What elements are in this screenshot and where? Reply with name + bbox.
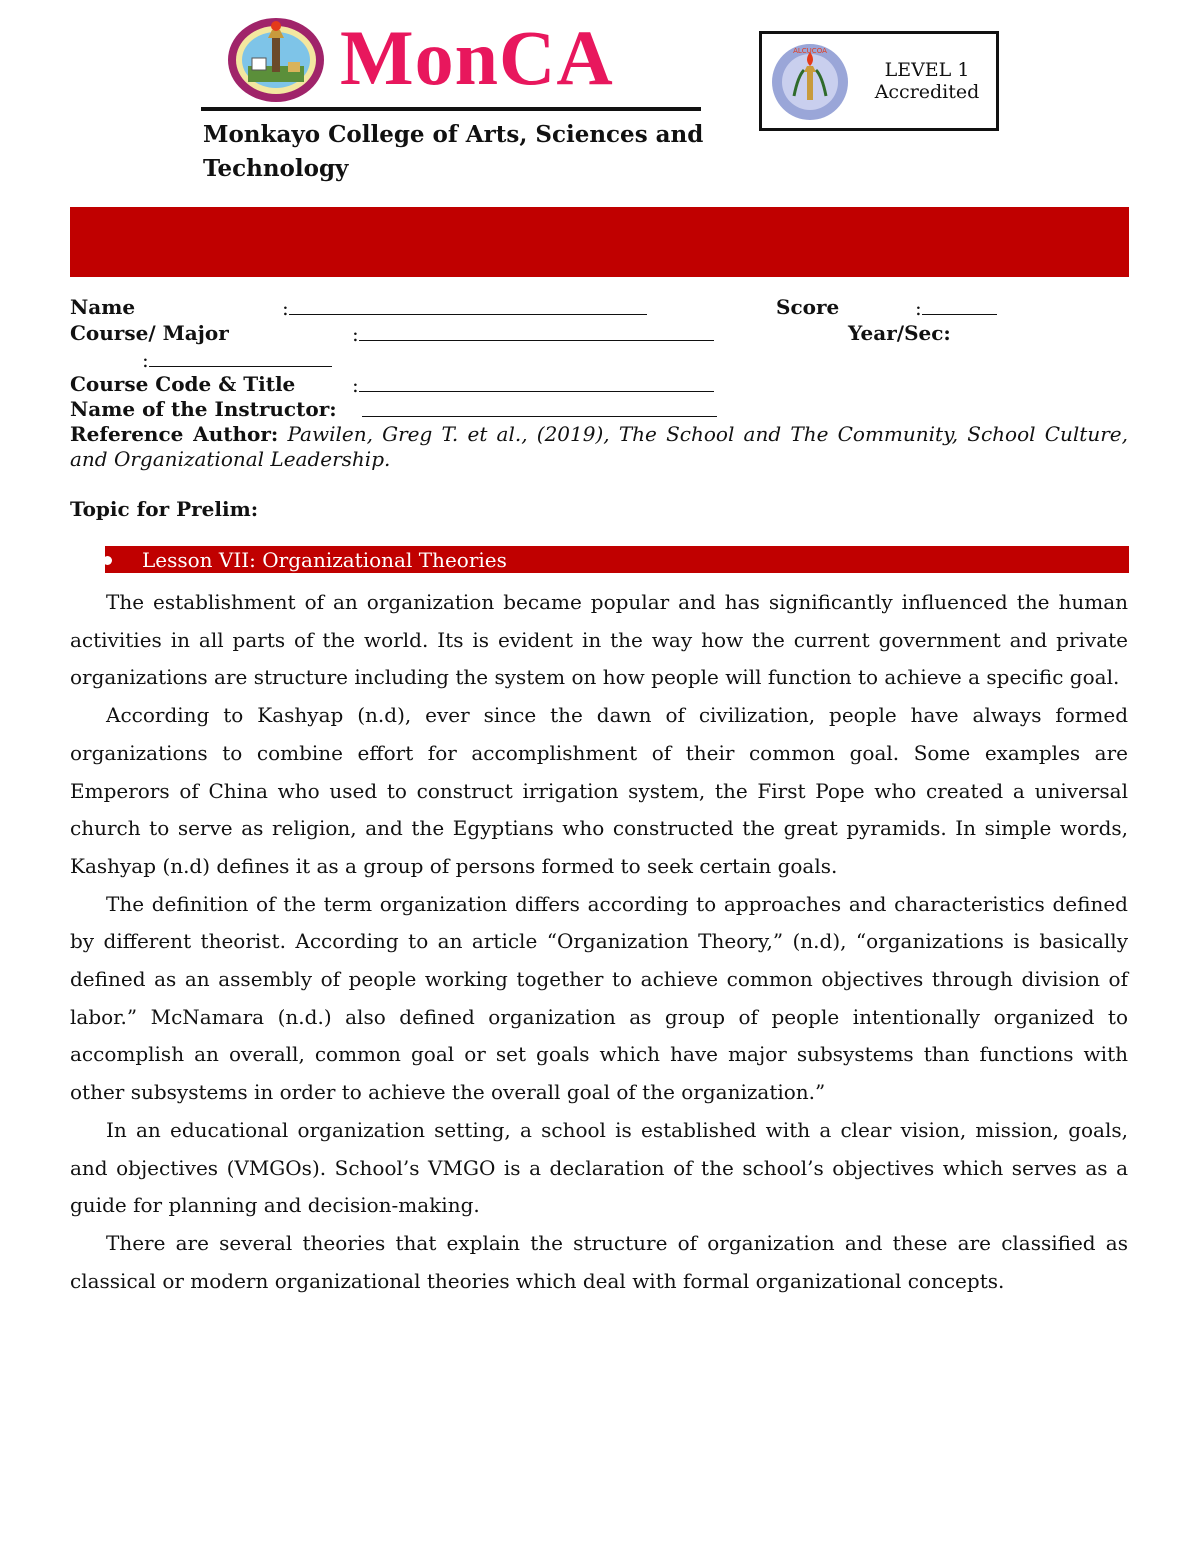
accreditation-status: Accredited [874, 81, 980, 103]
reference-value: Pawilen, Greg T. et al., (2019), The School and The Community, School Culture, and Organizational Leadership. [70, 422, 1128, 471]
accreditation-seal [770, 42, 850, 122]
paragraph: There are several theories that explain the structure of organization and these are classified as classical or modern organizational theories which deal with formal organizational concepts. [70, 1230, 1128, 1293]
document-title: MODIFIED COURSEWORK [460, 252, 739, 276]
instructor-field-label: Name of the Instructor: [70, 397, 337, 421]
course-code-field-label: Course Code & Title [70, 372, 296, 396]
college-logo [226, 16, 326, 104]
course-code-field[interactable] [352, 372, 714, 398]
score-field-label: Score [776, 295, 840, 319]
accreditation-text [862, 59, 992, 103]
paragraph: In an educational organization setting, a school is established with a clear vision, mission, goals, and objectives (VMGOs). School’s VMGO is a declaration of the school’s objectives which serves as a guide for planning and decision-making. [70, 1117, 1128, 1218]
course-field[interactable] [352, 321, 714, 347]
course-blank[interactable] [359, 321, 714, 341]
svg-text:ALCUCOA: ALCUCOA [793, 47, 827, 55]
reference-label: Reference Author: [70, 422, 279, 446]
name-colon: : [282, 296, 289, 320]
score-colon: : [915, 296, 922, 320]
course-code-colon: : [352, 373, 359, 397]
topic-label: Topic for Prelim: [70, 497, 259, 521]
name-field[interactable] [282, 295, 647, 321]
course-colon: : [352, 322, 359, 346]
lesson-title: Lesson VII: Organizational Theories [142, 548, 507, 572]
score-blank[interactable] [922, 295, 997, 315]
college-name: Monkayo College of Arts, Sciences and Technology [203, 121, 704, 182]
accreditation-level: LEVEL 1 [884, 59, 970, 81]
course-field-label: Course/ Major [70, 321, 229, 345]
year-field[interactable] [142, 347, 332, 373]
instructor-blank[interactable] [362, 397, 717, 417]
instructor-field[interactable] [362, 397, 717, 423]
year-field-label: Year/Sec: [848, 321, 951, 345]
bullet-icon [103, 556, 112, 565]
lesson-body [70, 584, 1128, 1300]
accreditation-box [759, 31, 999, 131]
year-colon: : [142, 348, 149, 372]
name-blank[interactable] [289, 295, 647, 315]
score-field[interactable] [915, 295, 997, 321]
paragraph: According to Kashyap (n.d), ever since the dawn of civilization, people have always formed organizations to combine effort for accomplishment of their common goal. Some examples are Emperors of China who used to construct irrigation system, the First Pope who created a universal church to serve as religion, and the Egyptians who constructed the great pyramids. In simple words, Kashyap (n.d) defines it as a group of persons formed to seek certain goals. [70, 703, 1128, 878]
header-divider [201, 107, 701, 111]
paragraph: The establishment of an organization became popular and has significantly influenced the human activities in all parts of the world. Its is evident in the way how the current government and private organizations are structure including the system on how people will function to achieve a specific goal. [70, 590, 1128, 690]
course-code-blank[interactable] [359, 372, 714, 392]
year-blank[interactable] [149, 347, 332, 367]
name-field-label: Name [70, 295, 136, 319]
paragraph: The definition of the term organization differs according to approaches and characteristics defined by different theorist. According to an article “Organization Theory,” (n.d), “organizations is basically defined as an assembly of people working together to achieve common objectives through division of labor.” McNamara (n.d.) also defined organization as group of people intentionally organized to accomplish an overall, common goal or set goals which have major subsystems than functions with other subsystems in order to achieve the overall goal of the organization.” [70, 891, 1128, 1105]
reference-author [70, 422, 1128, 472]
brand-name: MonCA [340, 14, 614, 101]
